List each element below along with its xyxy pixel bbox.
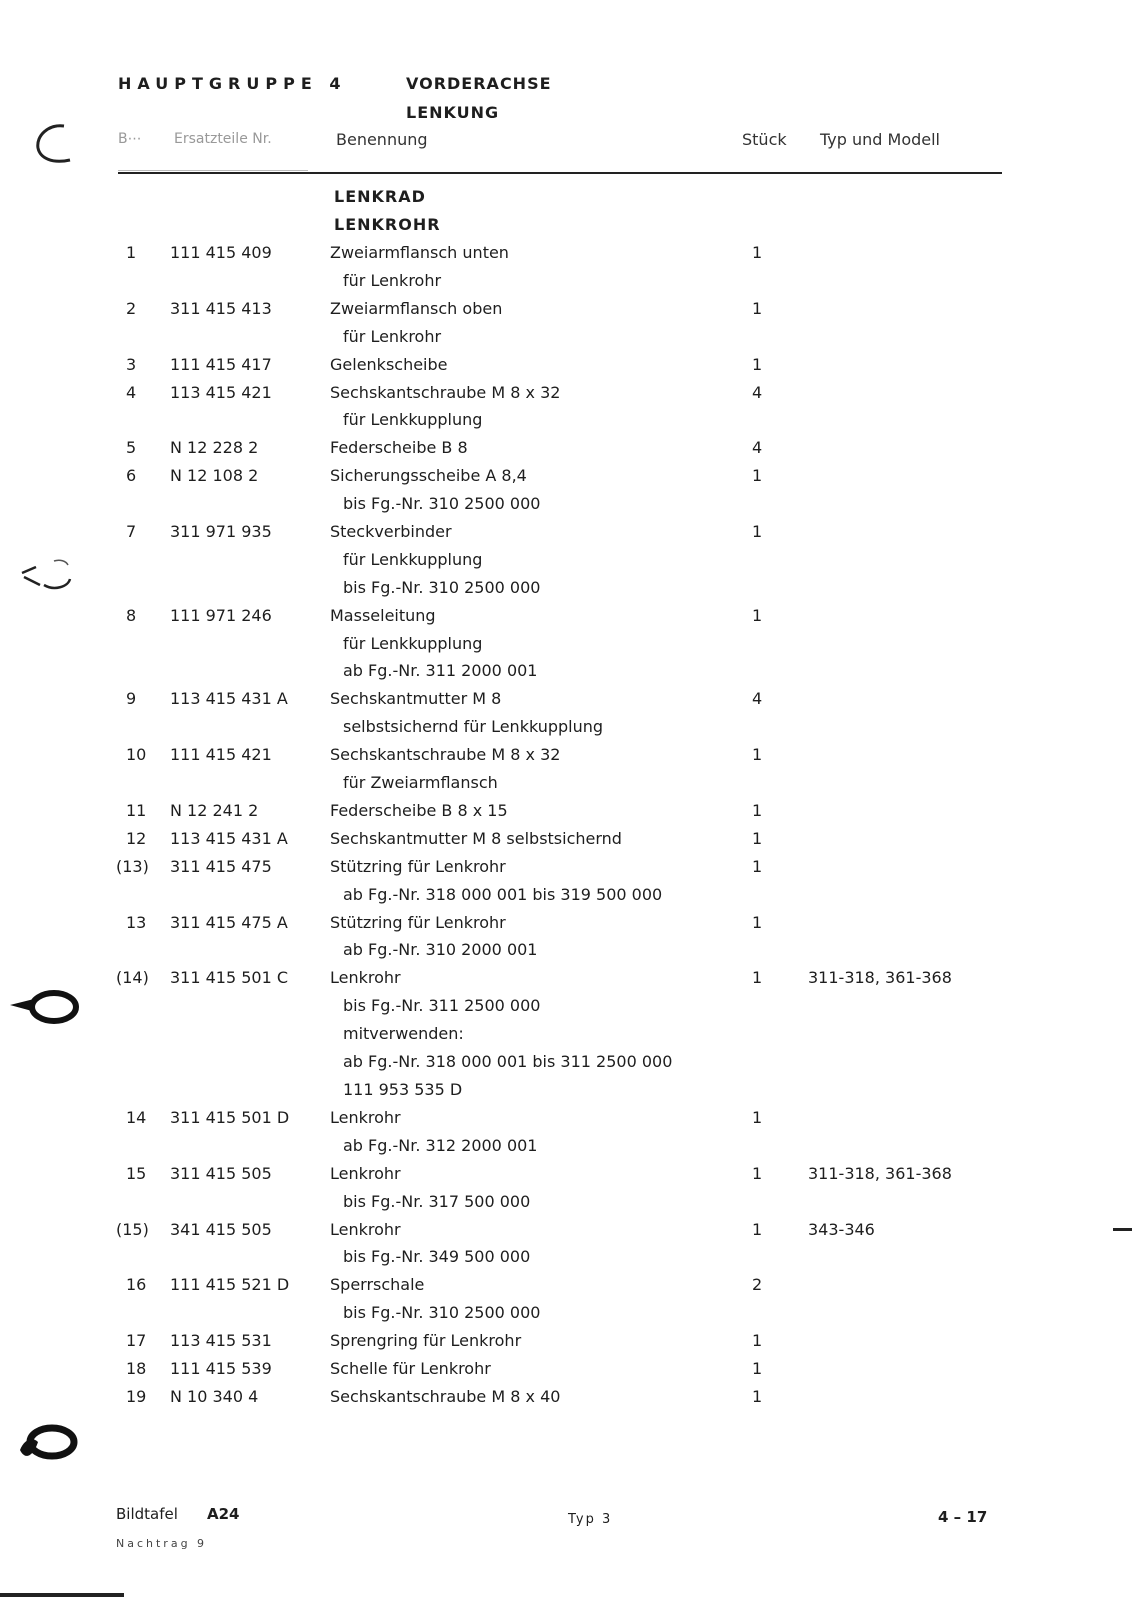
quantity: 1 xyxy=(752,243,763,262)
part-description: Sechskantschraube M 8 x 32 xyxy=(330,382,561,402)
part-description: Masseleitung xyxy=(330,605,436,625)
part-description-note: für Lenkrohr xyxy=(343,270,442,290)
part-description-note: ab Fg.-Nr. 311 2000 001 xyxy=(343,661,538,681)
part-description: Lenkrohr xyxy=(330,968,401,988)
column-heading-name: Benennung xyxy=(336,130,428,149)
quantity: 1 xyxy=(752,1107,763,1127)
part-description: Sechskantmutter M 8 selbstsichernd xyxy=(330,828,622,848)
part-number: N 12 228 2 xyxy=(170,438,259,458)
part-number: 341 415 505 xyxy=(170,1219,272,1239)
quantity: 1 xyxy=(752,522,763,541)
position-number: 14 xyxy=(126,1107,147,1127)
part-description-note: für Lenkkupplung xyxy=(343,633,483,653)
section-heading-lenkrohr: LENKROHR xyxy=(334,215,441,234)
quantity: 1 xyxy=(752,298,763,318)
part-description-note: ab Fg.-Nr. 318 000 001 bis 319 500 000 xyxy=(343,884,663,904)
position-number: 7 xyxy=(126,522,137,541)
position-number: 1 xyxy=(126,243,137,262)
bildtafel-value: A24 xyxy=(207,1505,240,1523)
part-description-note: für Lenkkupplung xyxy=(343,410,483,430)
part-description-note: bis Fg.-Nr. 349 500 000 xyxy=(343,1247,531,1267)
punch-hole-mark-icon xyxy=(30,120,74,166)
part-description: Lenkrohr xyxy=(330,1107,401,1127)
position-number: (14) xyxy=(116,968,149,988)
part-number: 111 415 521 D xyxy=(170,1275,290,1295)
position-number: 10 xyxy=(126,745,147,765)
position-number: 15 xyxy=(126,1163,147,1183)
column-heading-bild: B⋯ xyxy=(118,131,142,147)
part-description: Lenkrohr xyxy=(330,1219,401,1239)
type-model: 311-318, 361-368 xyxy=(808,1163,952,1183)
punch-hole-mark-icon xyxy=(4,985,84,1029)
position-number: 16 xyxy=(126,1275,147,1295)
quantity: 4 xyxy=(752,689,763,709)
header-rule-faint xyxy=(118,170,308,171)
part-description: Lenkrohr xyxy=(330,1163,401,1183)
part-description: Zweiarmflansch oben xyxy=(330,298,503,318)
quantity: 1 xyxy=(752,745,763,765)
part-description: Sprengring für Lenkrohr xyxy=(330,1331,522,1351)
quantity: 1 xyxy=(752,968,763,988)
position-number: 2 xyxy=(126,298,137,318)
part-description: Stützring für Lenkrohr xyxy=(330,856,506,876)
part-description: Federscheibe B 8 xyxy=(330,438,468,458)
part-number: 311 415 501 C xyxy=(170,968,289,988)
quantity: 1 xyxy=(752,856,763,876)
quantity: 4 xyxy=(752,382,763,402)
quantity: 1 xyxy=(752,1163,763,1183)
part-number: 113 415 431 A xyxy=(170,828,288,848)
part-description: Steckverbinder xyxy=(330,522,452,541)
part-number: N 12 108 2 xyxy=(170,466,259,486)
nachtrag-note: Nachtrag 9 xyxy=(116,1537,208,1550)
column-heading-qty: Stück xyxy=(742,130,787,149)
part-description: Schelle für Lenkrohr xyxy=(330,1359,491,1378)
part-number: 111 415 409 xyxy=(170,243,272,262)
part-description: Gelenkscheibe xyxy=(330,354,448,374)
quantity: 4 xyxy=(752,438,763,458)
part-number: N 12 241 2 xyxy=(170,801,259,820)
header-rule xyxy=(118,172,1002,174)
part-number: 311 415 413 xyxy=(170,298,272,318)
part-description-note: für Zweiarmflansch xyxy=(343,773,498,793)
part-description: Stützring für Lenkrohr xyxy=(330,912,506,932)
part-number: 311 415 501 D xyxy=(170,1107,290,1127)
position-number: 11 xyxy=(126,801,147,820)
part-number: 113 415 431 A xyxy=(170,689,288,709)
part-description: Sechskantschraube M 8 x 32 xyxy=(330,745,561,765)
typ-label: Typ 3 xyxy=(568,1512,613,1527)
position-number: 4 xyxy=(126,382,137,402)
position-number: (13) xyxy=(116,856,149,876)
scan-edge-mark xyxy=(1113,1228,1132,1231)
quantity: 1 xyxy=(752,828,763,848)
part-description-note: bis Fg.-Nr. 310 2500 000 xyxy=(343,577,541,597)
part-description-note: bis Fg.-Nr. 310 2500 000 xyxy=(343,494,541,514)
group-title-line1: VORDERACHSE xyxy=(406,74,552,93)
part-description: Sechskantmutter M 8 xyxy=(330,689,502,709)
bildtafel-label: Bildtafel xyxy=(116,1505,178,1523)
quantity: 1 xyxy=(752,1219,763,1239)
position-number: 9 xyxy=(126,689,137,709)
part-number: 311 415 505 xyxy=(170,1163,272,1183)
part-description-note: ab Fg.-Nr. 310 2000 001 xyxy=(343,940,538,960)
scan-edge-mark xyxy=(0,1593,124,1597)
part-description-note: 111 953 535 D xyxy=(343,1079,463,1099)
position-number: 3 xyxy=(126,354,137,374)
punch-hole-mark-icon xyxy=(14,555,78,595)
quantity: 1 xyxy=(752,354,763,374)
position-number: 18 xyxy=(126,1359,147,1378)
part-number: 111 415 539 xyxy=(170,1359,272,1378)
part-description-note: bis Fg.-Nr. 310 2500 000 xyxy=(343,1303,541,1323)
page-number: 4 – 17 xyxy=(938,1508,988,1526)
quantity: 1 xyxy=(752,1359,763,1378)
column-heading-type: Typ und Modell xyxy=(820,130,940,149)
part-description: Sperrschale xyxy=(330,1275,425,1295)
part-description-note: für Lenkkupplung xyxy=(343,549,483,569)
position-number: 12 xyxy=(126,828,147,848)
part-number: 113 415 421 xyxy=(170,382,272,402)
part-description-note: ab Fg.-Nr. 312 2000 001 xyxy=(343,1135,538,1155)
quantity: 1 xyxy=(752,605,763,625)
type-model: 343-346 xyxy=(808,1219,875,1239)
punch-hole-mark-icon xyxy=(14,1420,80,1470)
part-description-note: selbstsichernd für Lenkkupplung xyxy=(343,717,604,737)
part-description-note: mitverwenden: xyxy=(343,1024,464,1044)
group-title-line2: LENKUNG xyxy=(406,103,500,122)
quantity: 1 xyxy=(752,801,763,820)
quantity: 1 xyxy=(752,1331,763,1351)
column-heading-part-no: Ersatzteile Nr. xyxy=(174,131,272,147)
part-description: Sicherungsscheibe A 8,4 xyxy=(330,466,527,486)
type-model: 311-318, 361-368 xyxy=(808,968,952,988)
part-description-note: ab Fg.-Nr. 318 000 001 bis 311 2500 000 xyxy=(343,1052,673,1072)
position-number: 19 xyxy=(126,1386,147,1406)
part-number: 311 415 475 xyxy=(170,856,272,876)
position-number: 13 xyxy=(126,912,147,932)
part-description-note: bis Fg.-Nr. 311 2500 000 xyxy=(343,996,541,1016)
main-group-label: HAUPTGRUPPE 4 xyxy=(118,74,347,93)
part-description-note: für Lenkrohr xyxy=(343,326,442,346)
part-description: Sechskantschraube M 8 x 40 xyxy=(330,1386,561,1406)
quantity: 2 xyxy=(752,1275,763,1295)
part-description: Federscheibe B 8 x 15 xyxy=(330,801,508,820)
part-number: 111 415 417 xyxy=(170,354,272,374)
part-number: 111 971 246 xyxy=(170,605,272,625)
part-number: N 10 340 4 xyxy=(170,1386,259,1406)
section-heading-lenkrad: LENKRAD xyxy=(334,187,426,206)
quantity: 1 xyxy=(752,912,763,932)
quantity: 1 xyxy=(752,1386,763,1406)
part-number: 113 415 531 xyxy=(170,1331,272,1351)
position-number: (15) xyxy=(116,1219,149,1239)
part-description: Zweiarmflansch unten xyxy=(330,243,509,262)
position-number: 17 xyxy=(126,1331,147,1351)
part-number: 311 415 475 A xyxy=(170,912,288,932)
part-description-note: bis Fg.-Nr. 317 500 000 xyxy=(343,1191,531,1211)
part-number: 311 971 935 xyxy=(170,522,272,541)
position-number: 5 xyxy=(126,438,137,458)
quantity: 1 xyxy=(752,466,763,486)
position-number: 8 xyxy=(126,605,137,625)
position-number: 6 xyxy=(126,466,137,486)
part-number: 111 415 421 xyxy=(170,745,272,765)
